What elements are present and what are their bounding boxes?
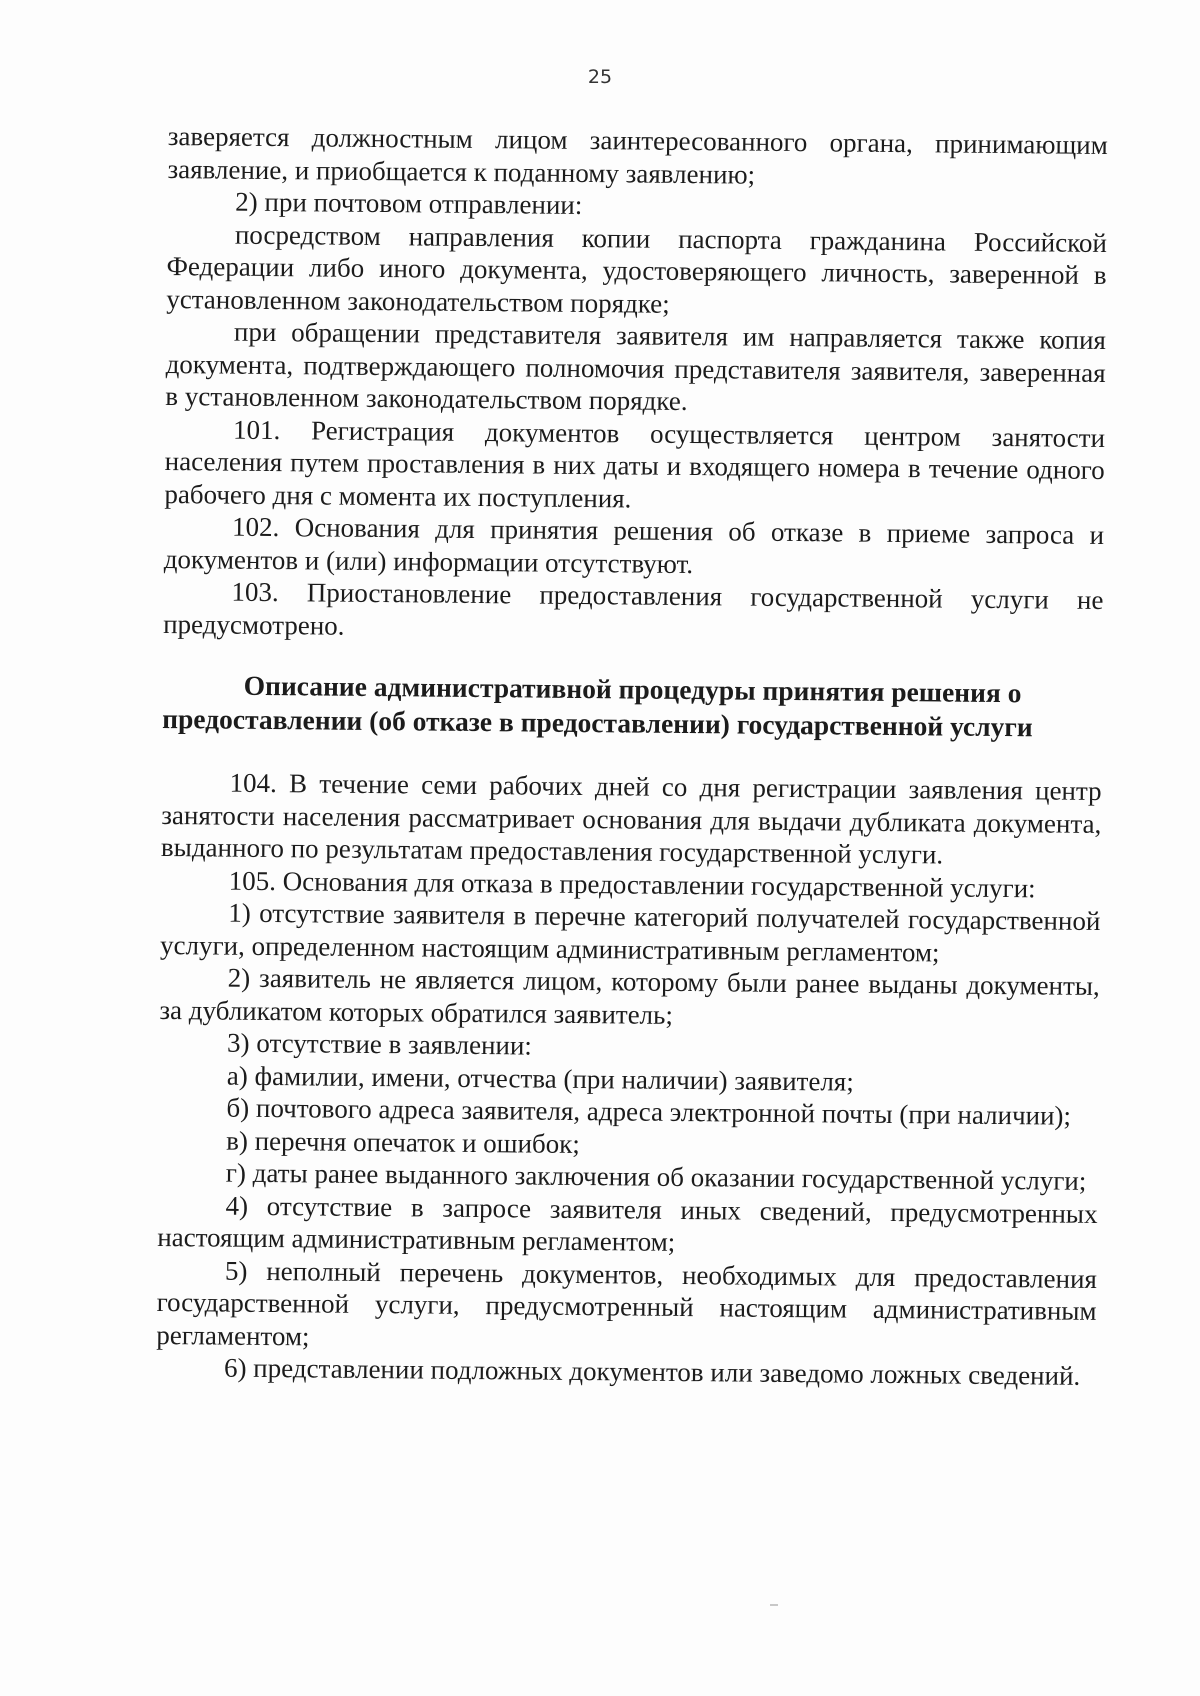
paragraph-postal: 2) при почтовом отправлении: — [235, 186, 583, 220]
paragraph-103: 103. Приостановление предоставления государственной услуги не предусмотрено. — [163, 576, 1104, 641]
paragraph-101: 101. Регистрация документов осуществляется центром занятости населения путем проставления в них даты и входящего номера в течение одного рабочего дня с момента их поступления. — [164, 414, 1106, 513]
list-subitem-v: в) перечня опечаток и ошибок; — [226, 1125, 581, 1159]
paragraph-104: 104. В течение семи рабочих дней со дня регистрации заявления центр занятости населения рассматривает основания для выдачи дубликата документа, выданного по результатам предоставления государственной услуги. — [160, 767, 1102, 870]
list-subitem-g: г) даты ранее выданного заключения об оказании государственной услуги; — [225, 1157, 1087, 1196]
scan-artifact — [770, 1604, 778, 1606]
list-item-3: 3) отсутствие в заявлении: — [227, 1027, 533, 1061]
section-heading: Описание административной процедуры принятия решения о предоставлении (об отказе в предоставлении) государственной услуги — [162, 669, 1033, 743]
paragraph-passport-copy: посредством направления копии паспорта гражданина Российской Федерации либо иного документа, удостоверяющего личность, заверенной в установленном законодательством порядке; — [166, 219, 1108, 319]
page-number: 25 — [587, 66, 613, 88]
list-subitem-a: а) фамилии, имени, отчества (при наличии) заявителя; — [226, 1060, 854, 1097]
list-item-1: 1) отсутствие заявителя в перечне категорий получателей государственной услуги, определенном настоящим административным регламентом; — [159, 897, 1101, 967]
paragraph-representative: при обращении представителя заявителя им направляется также копия документа, подтверждающего полномочия представителя заявителя, заверенная в установленном законодательством порядке. — [165, 316, 1107, 416]
list-item-2: 2) заявитель не является лицом, которому были ранее выданы документы, за дубликатом которых обратился заявитель; — [159, 962, 1100, 1030]
paragraph-102: 102. Основания для принятия решения об отказе в приеме запроса и документов и (или) информации отсутствуют. — [163, 511, 1105, 579]
list-subitem-b: б) почтового адреса заявителя, адреса электронной почты (при наличии); — [226, 1092, 1072, 1131]
document-body — [156, 120, 1108, 1392]
paragraph-continuation: заверяется должностным лицом заинтересованного органа, принимающим заявление, и приобщается к поданному заявлению; — [167, 120, 1108, 190]
list-item-6: 6) представлении подложных документов или заведомо ложных сведений. — [223, 1352, 1081, 1391]
list-item-4: 4) отсутствие в запросе заявителя иных сведений, предусмотренных настоящим административным регламентом; — [157, 1190, 1098, 1257]
paragraph-105: 105. Основания для отказа в предоставлении государственной услуги: — [228, 865, 1036, 903]
list-item-5: 5) неполный перечень документов, необходимых для предоставления государственной услуги, предусмотренный настоящим административным регламентом; — [156, 1255, 1098, 1351]
